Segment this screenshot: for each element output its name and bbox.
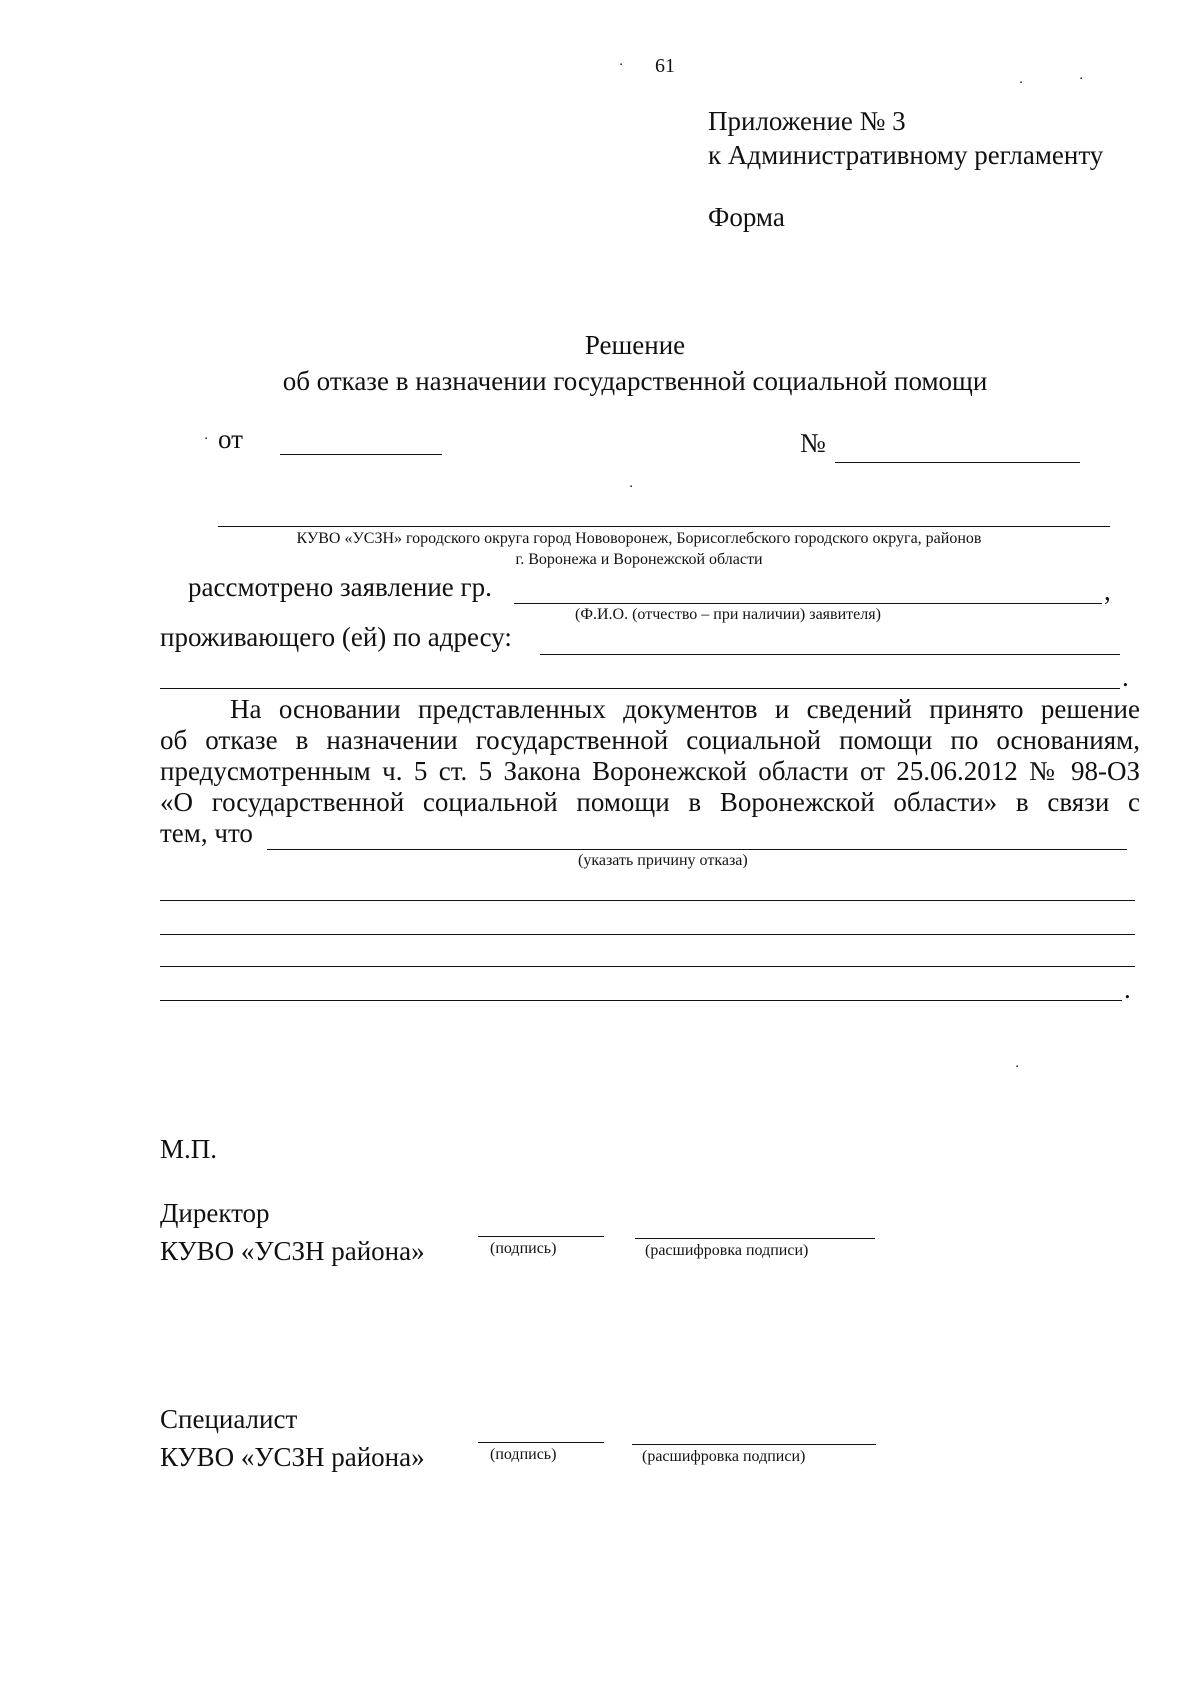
- applicant-name-line: [514, 603, 1102, 604]
- reason-line-4: [160, 966, 1135, 967]
- specialist-signature-hint: (подпись): [490, 1446, 557, 1463]
- director-signature-line: [478, 1236, 604, 1237]
- paragraph-line-3: предусмотренным ч. 5 ст. 5 Закона Воронежской области от 25.06.2012 № 98-ОЗ: [160, 756, 1140, 786]
- paragraph-line-2: об отказе в назначении государственной социальной помощи по основаниям,: [160, 725, 1140, 755]
- applicant-label: рассмотрено заявление гр.: [188, 572, 492, 602]
- paragraph-line-1: На основании представленных документов и сведений принято решение: [230, 694, 1140, 724]
- reason-line-2: [160, 900, 1135, 901]
- date-field-line: [280, 454, 442, 455]
- specialist-signature-line: [478, 1442, 604, 1443]
- organization-field-line: [218, 526, 1110, 527]
- applicant-name-hint: (Ф.И.О. (отчество – при наличии) заявителя): [575, 606, 881, 623]
- appendix-label: Приложение № 3: [708, 106, 906, 136]
- reason-end-dot: .: [1124, 974, 1131, 1004]
- director-signature-hint: (подпись): [490, 1240, 557, 1257]
- document-title: Решение: [584, 330, 686, 360]
- address-line-2: [160, 688, 1120, 689]
- appendix-to-label: к Административному регламенту: [708, 140, 1104, 170]
- paragraph-line-4: «О государственной социальной помощи в Воронежской области» в связи с: [160, 787, 1140, 817]
- specialist-decoding-line: [632, 1444, 876, 1445]
- organization-name: КУВО «УСЗН» городского округа город Нововоронеж, Борисоглебского городского округа, районов: [296, 530, 982, 547]
- scan-speck: ▪: [1080, 76, 1083, 82]
- director-title: Директор: [160, 1198, 270, 1228]
- specialist-title: Специалист: [160, 1404, 298, 1434]
- decision-paragraph: [160, 694, 1140, 818]
- paragraph-line-5: тем, что: [160, 818, 253, 848]
- reason-hint: (указать причину отказа): [578, 852, 748, 869]
- scan-speck: ▪: [1016, 1064, 1019, 1070]
- director-decoding-hint: (расшифровка подписи): [645, 1242, 809, 1259]
- date-from-label: от: [218, 424, 243, 454]
- number-label: №: [800, 428, 826, 458]
- scan-speck: ▪: [630, 484, 633, 490]
- number-field-line: [835, 462, 1080, 463]
- reason-line-3: [160, 934, 1135, 935]
- reason-line-5: [160, 1000, 1122, 1001]
- stamp-place-label: М.П.: [160, 1134, 218, 1164]
- page-number: 61: [655, 55, 675, 77]
- specialist-organization: КУВО «УСЗН района»: [160, 1442, 425, 1472]
- address-label: проживающего (ей) по адресу:: [160, 622, 512, 652]
- form-label: Форма: [708, 202, 785, 232]
- director-organization: КУВО «УСЗН района»: [160, 1236, 425, 1266]
- specialist-decoding-hint: (расшифровка подписи): [642, 1448, 806, 1465]
- organization-name-continued: г. Воронежа и Воронежской области: [515, 551, 763, 568]
- document-subtitle: об отказе в назначении государственной социальной помощи: [282, 366, 988, 396]
- scan-speck: ▪: [620, 62, 623, 68]
- scan-speck: ▪: [205, 436, 208, 442]
- reason-line-1: [267, 849, 1127, 850]
- address-line-1: [540, 654, 1120, 655]
- scan-speck: ▪: [1020, 80, 1023, 86]
- address-end-dot: .: [1122, 662, 1129, 692]
- applicant-comma: ,: [1104, 576, 1111, 606]
- director-decoding-line: [635, 1238, 875, 1239]
